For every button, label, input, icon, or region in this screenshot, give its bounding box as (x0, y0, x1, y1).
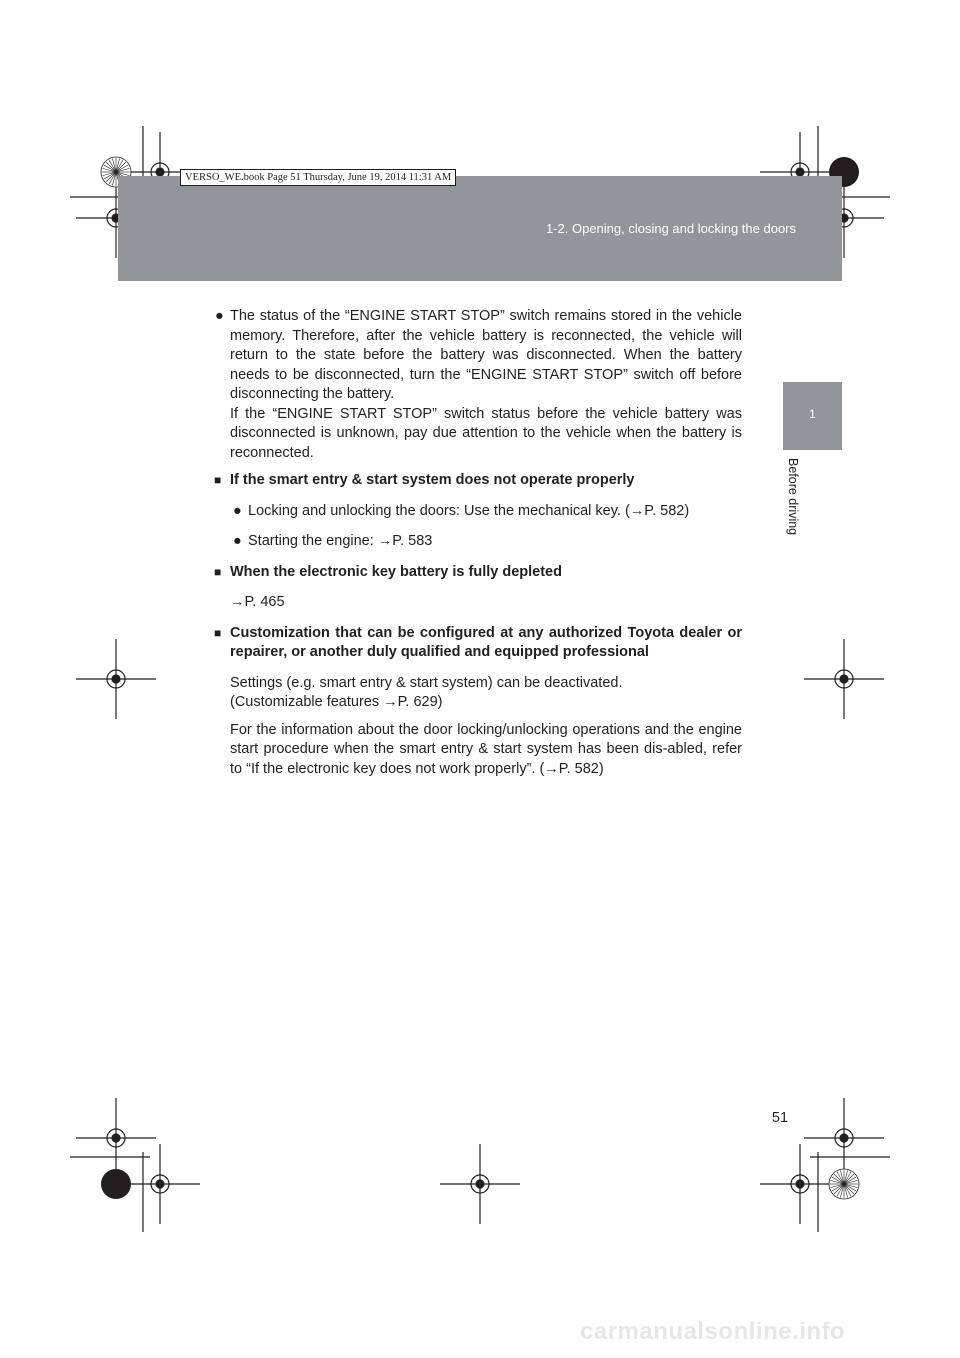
bullet-dot-icon: ● (215, 308, 224, 324)
intro-para-1: The status of the “ENGINE START STOP” switch remains stored in the vehicle memory. Therefore, after the vehicle battery is reconnected, the vehicle will return to the state before the battery was disconnected. When the battery needs to be disconnected, turn the “ENGINE START STOP” switch off before disconnecting the battery. (230, 308, 742, 402)
section-title: 1-2. Opening, closing and locking the doors (545, 221, 796, 236)
registration-target-icon (804, 639, 884, 719)
page-content (212, 307, 742, 779)
intro-para-2: If the “ENGINE START STOP” switch status before the vehicle battery was disconnected is unknown, pay due attention to the vehicle when the battery is reconnected. (230, 405, 742, 461)
registration-target-icon (120, 1144, 200, 1224)
smart-entry-item-1: ● Locking and unlocking the doors: Use the mechanical key. (→P. 582) (230, 502, 742, 522)
intro-bullet (212, 307, 742, 463)
print-slug: VERSO_WE.book Page 51 Thursday, June 19, 2014 11:31 AM (180, 169, 456, 186)
registration-target-icon (804, 1098, 884, 1178)
registration-target-icon (760, 1144, 840, 1224)
watermark: carmanualsonline.info (580, 1318, 846, 1345)
key-battery-heading: ■ When the electronic key battery is fully depleted (212, 563, 742, 583)
chapter-number: 1 (809, 407, 816, 421)
chapter-tab (783, 382, 842, 450)
chapter-label (781, 458, 805, 568)
chapter-label-text: Before driving (786, 458, 800, 536)
bullet-dot-icon: ● (233, 502, 242, 519)
customization-heading: ■ Customization that can be configured at any authorized Toyota dealer or repairer, or another duly qualified and equipped professional (214, 624, 742, 660)
square-bullet-icon: ■ (214, 625, 222, 640)
registration-target-icon (76, 639, 156, 719)
registration-target-icon (76, 1098, 156, 1178)
square-bullet-icon: ■ (214, 473, 222, 487)
page-number: 51 (771, 1110, 789, 1126)
smart-entry-item-2: ● Starting the engine: →P. 583 (230, 532, 742, 552)
square-bullet-icon: ■ (214, 564, 222, 579)
customization-line-2: (Customizable features →P. 629) (230, 694, 443, 710)
key-battery-ref: →P. 465 (230, 594, 285, 610)
customization-line-1: Settings (e.g. smart entry & start system) can be deactivated. (230, 674, 623, 691)
smart-entry-heading: ■ If the smart entry & start system does not operate properly (212, 471, 742, 491)
bullet-dot-icon: ● (233, 533, 242, 549)
customization-para: For the information about the door locking/unlocking operations and the engine start procedure when the smart entry & start system has been dis-abled, refer to “If the electronic key does not work properly”. (→P. 582) (230, 721, 742, 777)
registration-target-icon (440, 1144, 520, 1224)
